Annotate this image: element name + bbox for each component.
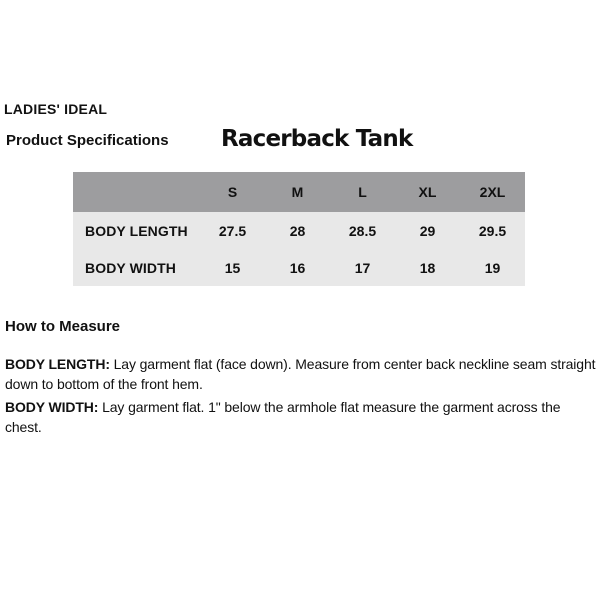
body-width-m: 16 [289, 259, 306, 276]
how-to-measure-body [5, 354, 597, 440]
measure-desc-body-width: Lay garment flat. 1" below the armhole flat measure the garment across the chest. [5, 399, 561, 435]
body-length-2xl: 29.5 [478, 222, 507, 239]
body-length-s: 27.5 [218, 222, 247, 239]
size-spec-table [73, 172, 525, 286]
row-label-body-width: BODY WIDTH [85, 259, 176, 276]
measure-term-body-width: BODY WIDTH: [5, 399, 99, 415]
measure-item-body-width [5, 397, 597, 437]
corner-cell [73, 172, 200, 212]
how-to-measure-heading: How to Measure [5, 318, 121, 335]
body-length-m: 28 [289, 222, 306, 239]
product-name: Racerback Tank [221, 126, 413, 152]
section-label: Product Specifications [6, 132, 169, 149]
size-column-xl: XL [418, 184, 437, 200]
table-row-body-length [73, 212, 525, 249]
size-column-2xl: 2XL [479, 184, 506, 200]
measure-desc-body-length: Lay garment flat (face down). Measure from center back neckline seam straight down to bottom of the front hem. [5, 356, 596, 392]
measure-term-body-length: BODY LENGTH: [5, 356, 110, 372]
table-row-body-width [73, 249, 525, 286]
body-width-2xl: 19 [484, 259, 501, 276]
body-length-l: 28.5 [348, 222, 377, 239]
measure-item-body-length [5, 354, 597, 394]
body-width-s: 15 [224, 259, 241, 276]
body-length-xl: 29 [419, 222, 436, 239]
body-width-xl: 18 [419, 259, 436, 276]
brand-title: LADIES' IDEAL [4, 101, 108, 117]
size-column-s: S [227, 184, 238, 200]
row-label-body-length: BODY LENGTH [85, 222, 188, 239]
size-column-m: M [291, 184, 304, 200]
size-column-l: L [358, 184, 367, 200]
size-header-row [73, 172, 525, 212]
body-width-l: 17 [354, 259, 371, 276]
